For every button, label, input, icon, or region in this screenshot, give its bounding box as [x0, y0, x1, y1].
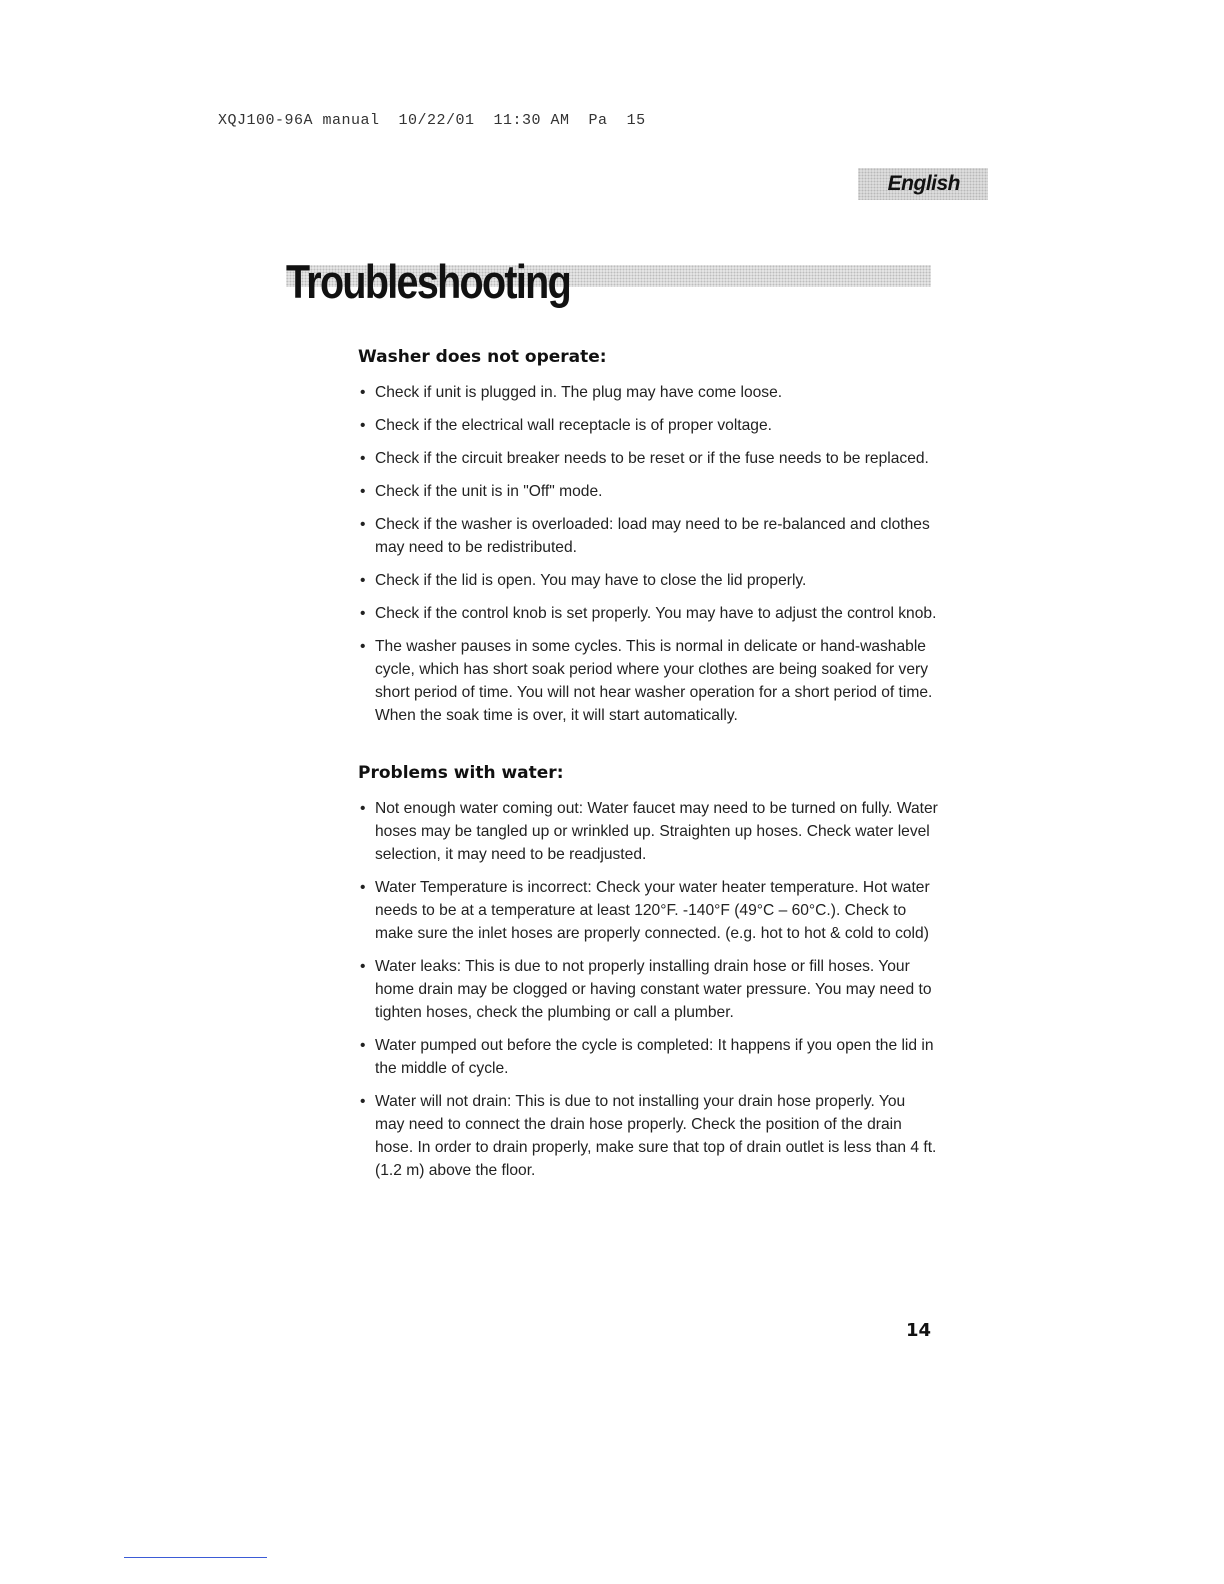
list-item: • The washer pauses in some cycles. This is normal in delicate or hand-washable cycle, which has short soak period where your clothes are being soaked for very short period of time. You will not hear washer operation for a short period of time. When the soak time is over, it will start automatically.: [358, 635, 938, 727]
list-item: • Water Temperature is incorrect: Check your water heater temperature. Hot water needs to be at a temperature at least 120°F. -140°F (49°C – 60°C.). Check to make sure the inlet hoses are properly connected. (e.g. hot to hot & cold to cold): [358, 876, 938, 945]
list-item: • Check if the unit is in "Off" mode.: [358, 480, 938, 503]
list-washer: [358, 381, 938, 727]
list-item: • Check if the circuit breaker needs to be reset or if the fuse needs to be replaced.: [358, 447, 938, 470]
list-item: • Water will not drain: This is due to not installing your drain hose properly. You may need to connect the drain hose properly. Check the position of the drain hose. In order to drain properly, make sure that top of drain outlet is less than 4 ft. (1.2 m) above the floor.: [358, 1090, 938, 1182]
list-item: • Water leaks: This is due to not properly installing drain hose or fill hoses. Your home drain may be clogged or having constant water pressure. You may need to tighten hoses, check the plumbing or call a plumber.: [358, 955, 938, 1024]
list-item: • Check if the electrical wall receptacle is of proper voltage.: [358, 414, 938, 437]
list-item: • Check if the lid is open. You may have to close the lid properly.: [358, 569, 938, 592]
list-item: • Check if the washer is overloaded: load may need to be re-balanced and clothes may need to be redistributed.: [358, 513, 938, 559]
section-heading-water: Problems with water:: [358, 763, 564, 783]
content: [358, 345, 938, 1192]
language-tab: [858, 168, 988, 200]
section-heading-washer: Washer does not operate:: [358, 347, 607, 367]
list-item: • Not enough water coming out: Water faucet may need to be turned on fully. Water hoses may be tangled up or wrinkled up. Straighten up hoses. Check water level selection, it may need to be readjusted.: [358, 797, 938, 866]
list-item: • Check if the control knob is set properly. You may have to adjust the control knob.: [358, 602, 938, 625]
language-label: English: [887, 172, 960, 195]
page-title: Troubleshooting: [286, 255, 571, 308]
list-item: • Water pumped out before the cycle is completed: It happens if you open the lid in the middle of cycle.: [358, 1034, 938, 1080]
print-header: XQJ100-96A manual 10/22/01 11:30 AM Pa 15: [218, 112, 646, 129]
list-item: • Check if unit is plugged in. The plug may have come loose.: [358, 381, 938, 404]
footer-rule: [124, 1557, 267, 1558]
page-number: 14: [906, 1320, 932, 1341]
list-water: [358, 797, 938, 1182]
